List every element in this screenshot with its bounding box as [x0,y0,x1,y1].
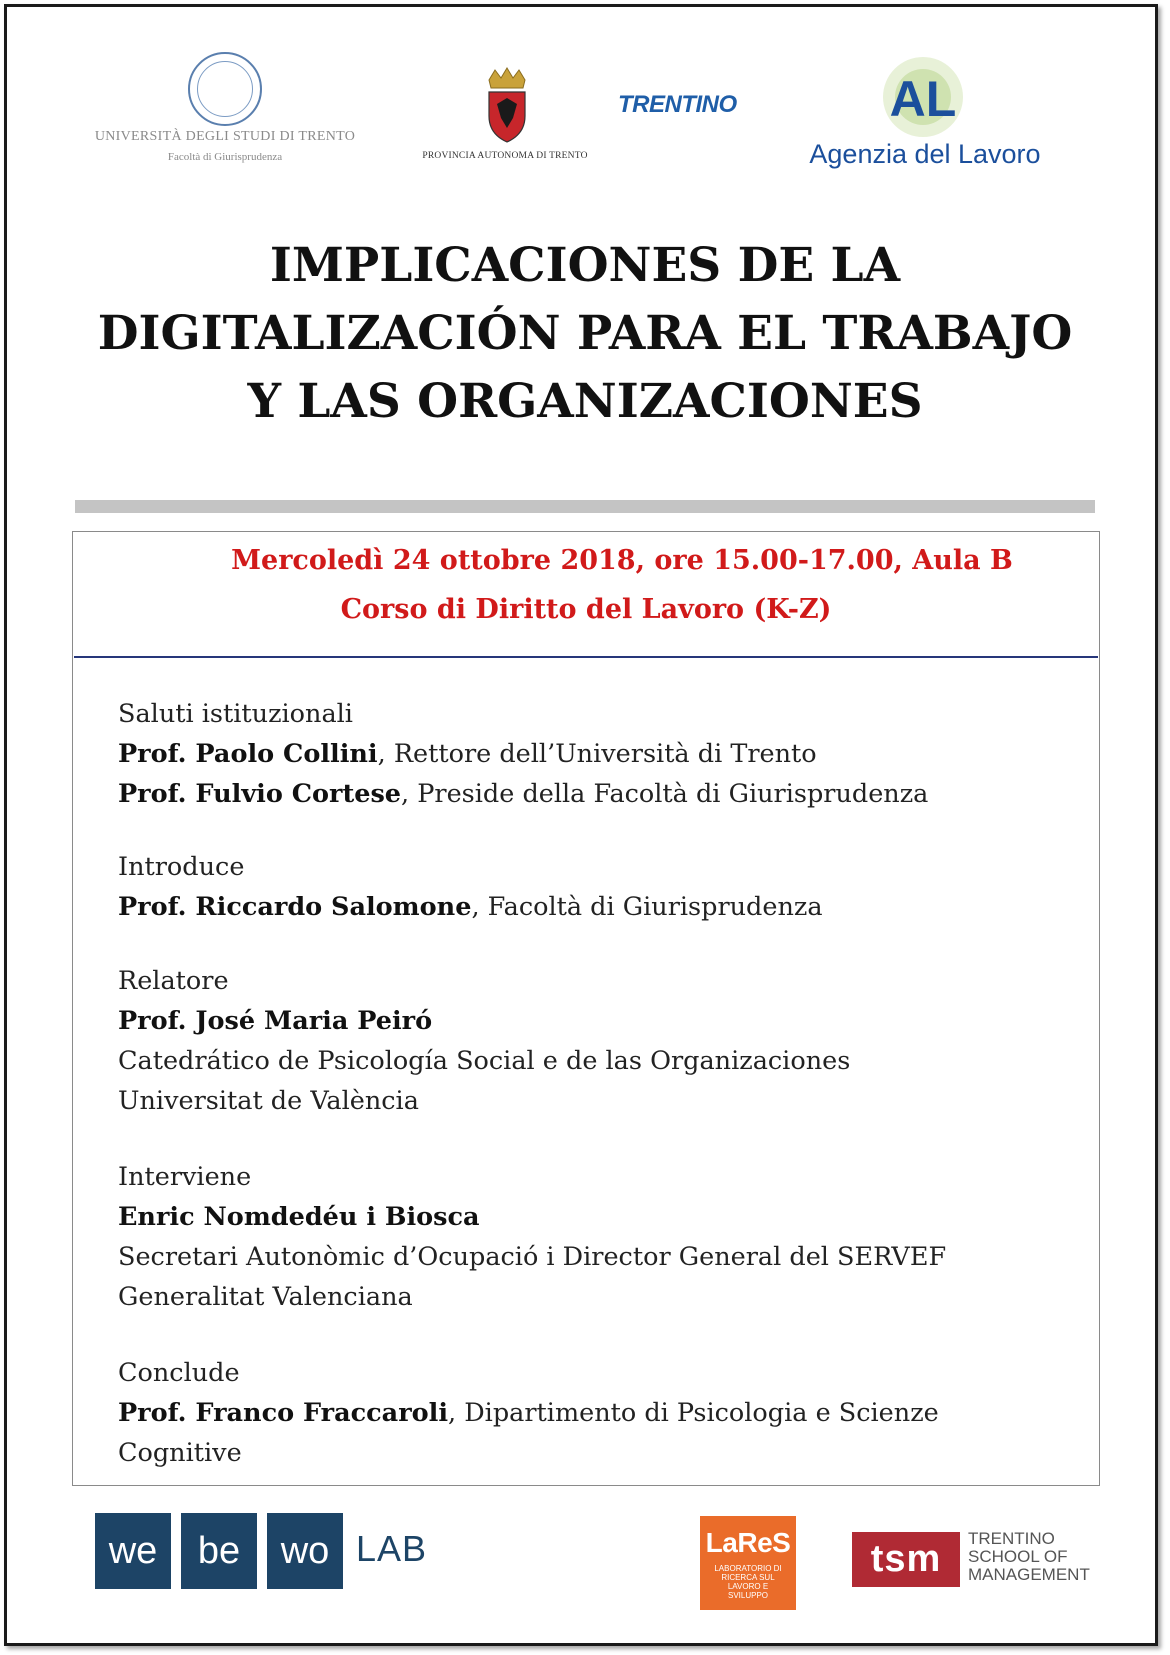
speaker-affiliation: Generalitat Valenciana [118,1282,413,1312]
provincia-crest-icon [483,66,531,144]
section-heading-relatore: Relatore [118,966,229,996]
speaker-line [118,774,1098,814]
agenzia-lavoro-logo-icon [880,54,966,140]
tsm-logo: tsm [852,1532,960,1587]
agenzia-lavoro-name: Agenzia del Lavoro [809,139,1041,169]
speaker-name: Prof. José Maria Peiró [118,1006,433,1036]
speaker-role: , Dipartimento di Psicologia e Scienze [448,1398,939,1428]
section-heading-introduce: Introduce [118,852,245,882]
provincia-name: PROVINCIA AUTONOMA DI TRENTO [422,151,588,161]
trentino-logo: TRENTINO [618,91,737,118]
speaker-name: Prof. Paolo Collini [118,739,378,769]
speaker-affiliation: Universitat de València [118,1086,419,1116]
speaker-role-cont: Cognitive [118,1438,242,1468]
speaker-name: Enric Nomdedéu i Biosca [118,1202,480,1232]
university-faculty: Facoltà di Giurisprudenza [167,151,283,163]
tsm-logo-text: TRENTINO SCHOOL OF MANAGEMENT [968,1529,1090,1584]
webewo-logo-we: we [95,1513,171,1589]
title-line: IMPLICACIONES DE LA [269,238,901,293]
speaker-line [118,887,1098,927]
university-seal-icon [188,52,262,126]
speaker-role: , Rettore dell’Università di Trento [377,739,817,769]
speaker-line [118,734,1098,774]
speaker-line [118,1197,1098,1237]
speaker-role: , Preside della Facoltà di Giurisprudenza [401,779,929,809]
lares-logo-subtitle: LABORATORIO DI RICERCA SUL LAVORO E SVILUPPO [714,1564,782,1600]
speaker-name: Prof. Fulvio Cortese [118,779,402,809]
speaker-name: Prof. Riccardo Salomone [118,892,472,922]
speaker-line [118,1001,1098,1041]
university-name: UNIVERSITÀ DEGLI STUDI DI TRENTO [94,129,356,144]
lares-logo-text: LaReS [705,1527,791,1558]
event-course: Corso di Diritto del Lavoro (K-Z) [340,594,832,625]
svg-text:AL: AL [889,71,957,127]
speaker-role: Catedrático de Psicología Social e de las Organizaciones [118,1046,851,1076]
webewo-logo-wo: wo [267,1513,343,1589]
program-divider [74,656,1098,658]
webewo-lab-text: LAB [356,1528,428,1569]
title-divider [75,500,1095,513]
section-heading-saluti: Saluti istituzionali [118,699,353,729]
speaker-role: Secretari Autonòmic d’Ocupació i Director General del SERVEF [118,1242,947,1272]
title-line: DIGITALIZACIÓN PARA EL TRABAJO [97,306,1073,361]
webewo-logo-be: be [181,1513,257,1589]
speaker-role: , Facoltà di Giurisprudenza [471,892,823,922]
event-date-time: Mercoledì 24 ottobre 2018, ore 15.00-17.00, Aula B [231,545,1013,576]
speaker-line [118,1393,1098,1433]
title-line: Y LAS ORGANIZACIONES [247,374,923,429]
section-heading-conclude: Conclude [118,1358,240,1388]
section-heading-interviene: Interviene [118,1162,252,1192]
event-title [60,232,1110,436]
speaker-name: Prof. Franco Fraccaroli [118,1398,449,1428]
